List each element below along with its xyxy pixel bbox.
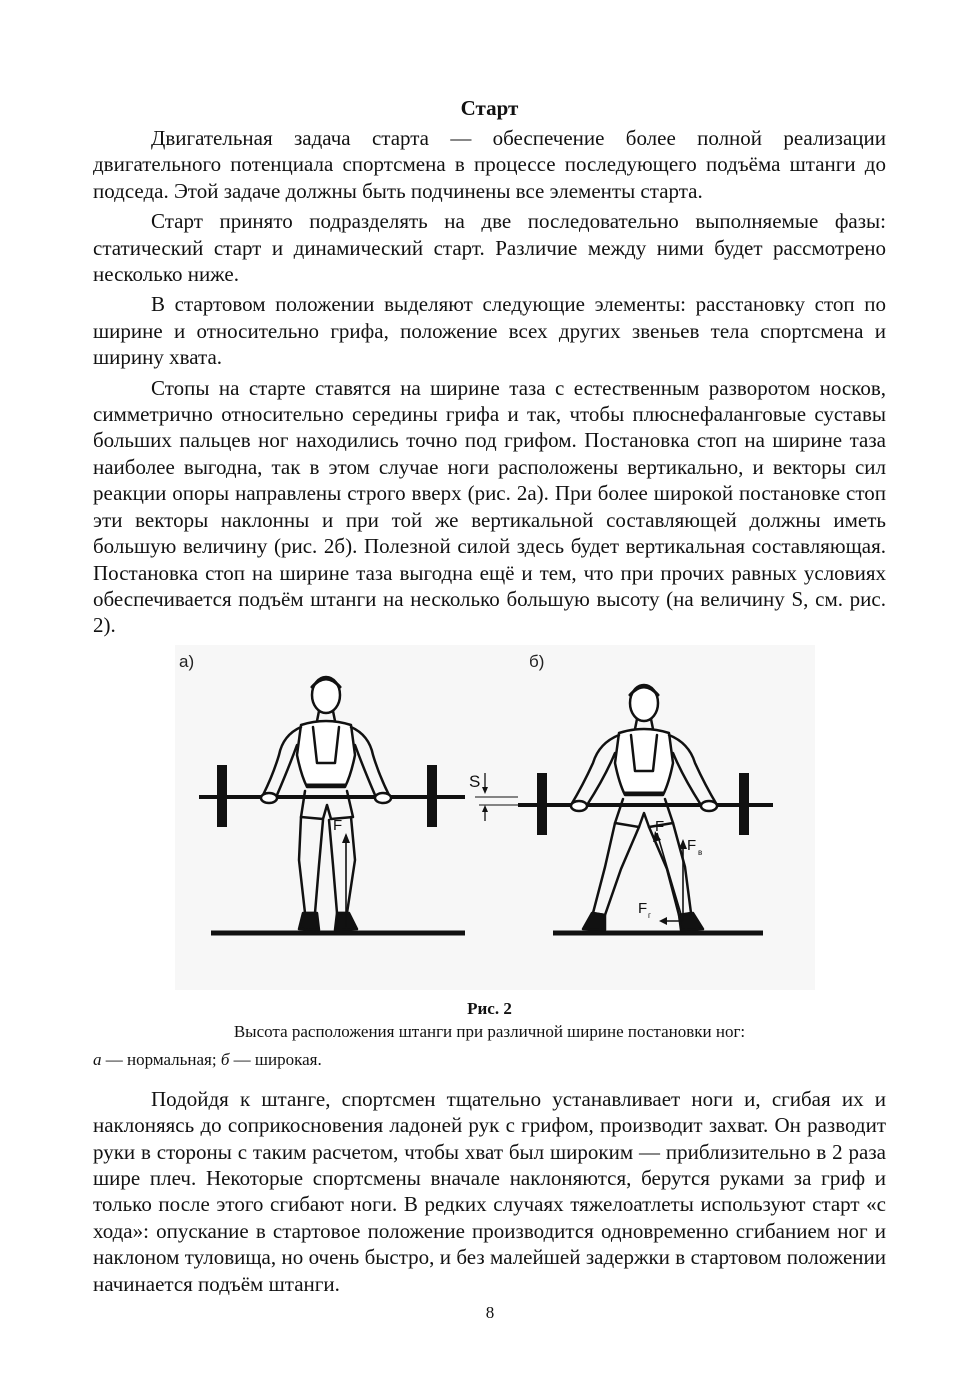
section-heading: Старт — [460, 96, 519, 120]
horizontal-component-label: F — [638, 899, 648, 917]
legend-a-text: — нормальная; — [101, 1049, 221, 1069]
page-body — [93, 95, 886, 1301]
paragraph-3: В стартовом положении выделяют следующие элементы: расстановку стоп по ширине и относительно грифа, положение всех других звеньев тела спортсмена и ширину хвата. — [93, 292, 886, 370]
vertical-component-subscript: в — [698, 847, 703, 857]
paragraph-4: Стопы на старте ставятся на ширине таза с естественным разворотом носков, симметрично относительно середины грифа и так, чтобы плюснефаланговые суставы больших пальцев ног находились точно под грифом. Постановка стоп на ширине таза наиболее выгодна, так в этом случае ноги расположены вертикально, и векторы сил реакции опоры направлены строго вверх (рис. 2а). При более широкой постановке стоп эти векторы наклонны и при той же вертикальной составляющей должны иметь большую величину (рис. 2б). Полезной силой здесь будет вертикальная составляющая. Постановка стоп на ширине таза выгодна ещё и тем, что при прочих равных условиях обеспечивается подъём штанги на несколько большую высоту (на величину S, см. рис. 2). — [93, 375, 886, 638]
paragraph-2: Старт принято подразделять на две последовательно выполняемые фазы: статический старт и динамический старт. Различие между ними будет рассмотрено несколько ниже. — [93, 209, 886, 287]
force-label-b: F — [655, 817, 665, 835]
force-label-a: F — [333, 816, 343, 834]
figure-2 — [93, 645, 886, 990]
plate-left-a — [217, 765, 227, 827]
paragraph-1: Двигательная задача старта — обеспечение более полной реализации двигательного потенциала спортсмена в процессе последующего подъёма штанги до подседа. Этой задаче должны быть подчинены все элементы старта. — [93, 126, 886, 203]
legend-a-marker: а — [93, 1049, 102, 1069]
plate-right-a — [427, 765, 437, 827]
figure-label-a: а) — [179, 651, 195, 671]
figure-caption: Высота расположения штанги при различной ширине постановки ног: — [233, 1021, 746, 1041]
vertical-component-label: F — [687, 836, 697, 854]
figure-title: Рис. 2 — [467, 998, 512, 1018]
legend-b-marker: б — [220, 1049, 230, 1069]
horizontal-component-subscript: г — [648, 910, 651, 920]
figure-illustration — [93, 645, 886, 990]
legend-b-text: — широкая. — [229, 1049, 322, 1069]
paragraph-5: Подойдя к штанге, спортсмен тщательно устанавливает ноги и, сгибая их и наклоняясь до соприкосновения ладоней рук с грифом, производит захват. Он разводит руки в стороны с таким расчетом, чтобы хват был широким — приблизительно в 2 раза шире плеч. Некоторые спортсмены вначале наклоняются, берутся руками за гриф и только после этого сгибают ноги. В редких случаях тяжелоатлеты используют старт «с хода»: опускание в стартовое положение производится одновременно сгибанием ног и наклоном туловища, но очень быстро, и без малейшей задержки в стартовом положении начинается подъём штанги. — [93, 1086, 886, 1296]
figure-legend — [93, 1048, 886, 1072]
plate-left-b — [537, 773, 547, 835]
figure-background — [175, 645, 815, 990]
page-number: 8 — [485, 1303, 495, 1322]
plate-right-b — [739, 773, 749, 835]
figure-label-b: б) — [529, 651, 545, 671]
height-difference-label: S — [469, 771, 481, 791]
